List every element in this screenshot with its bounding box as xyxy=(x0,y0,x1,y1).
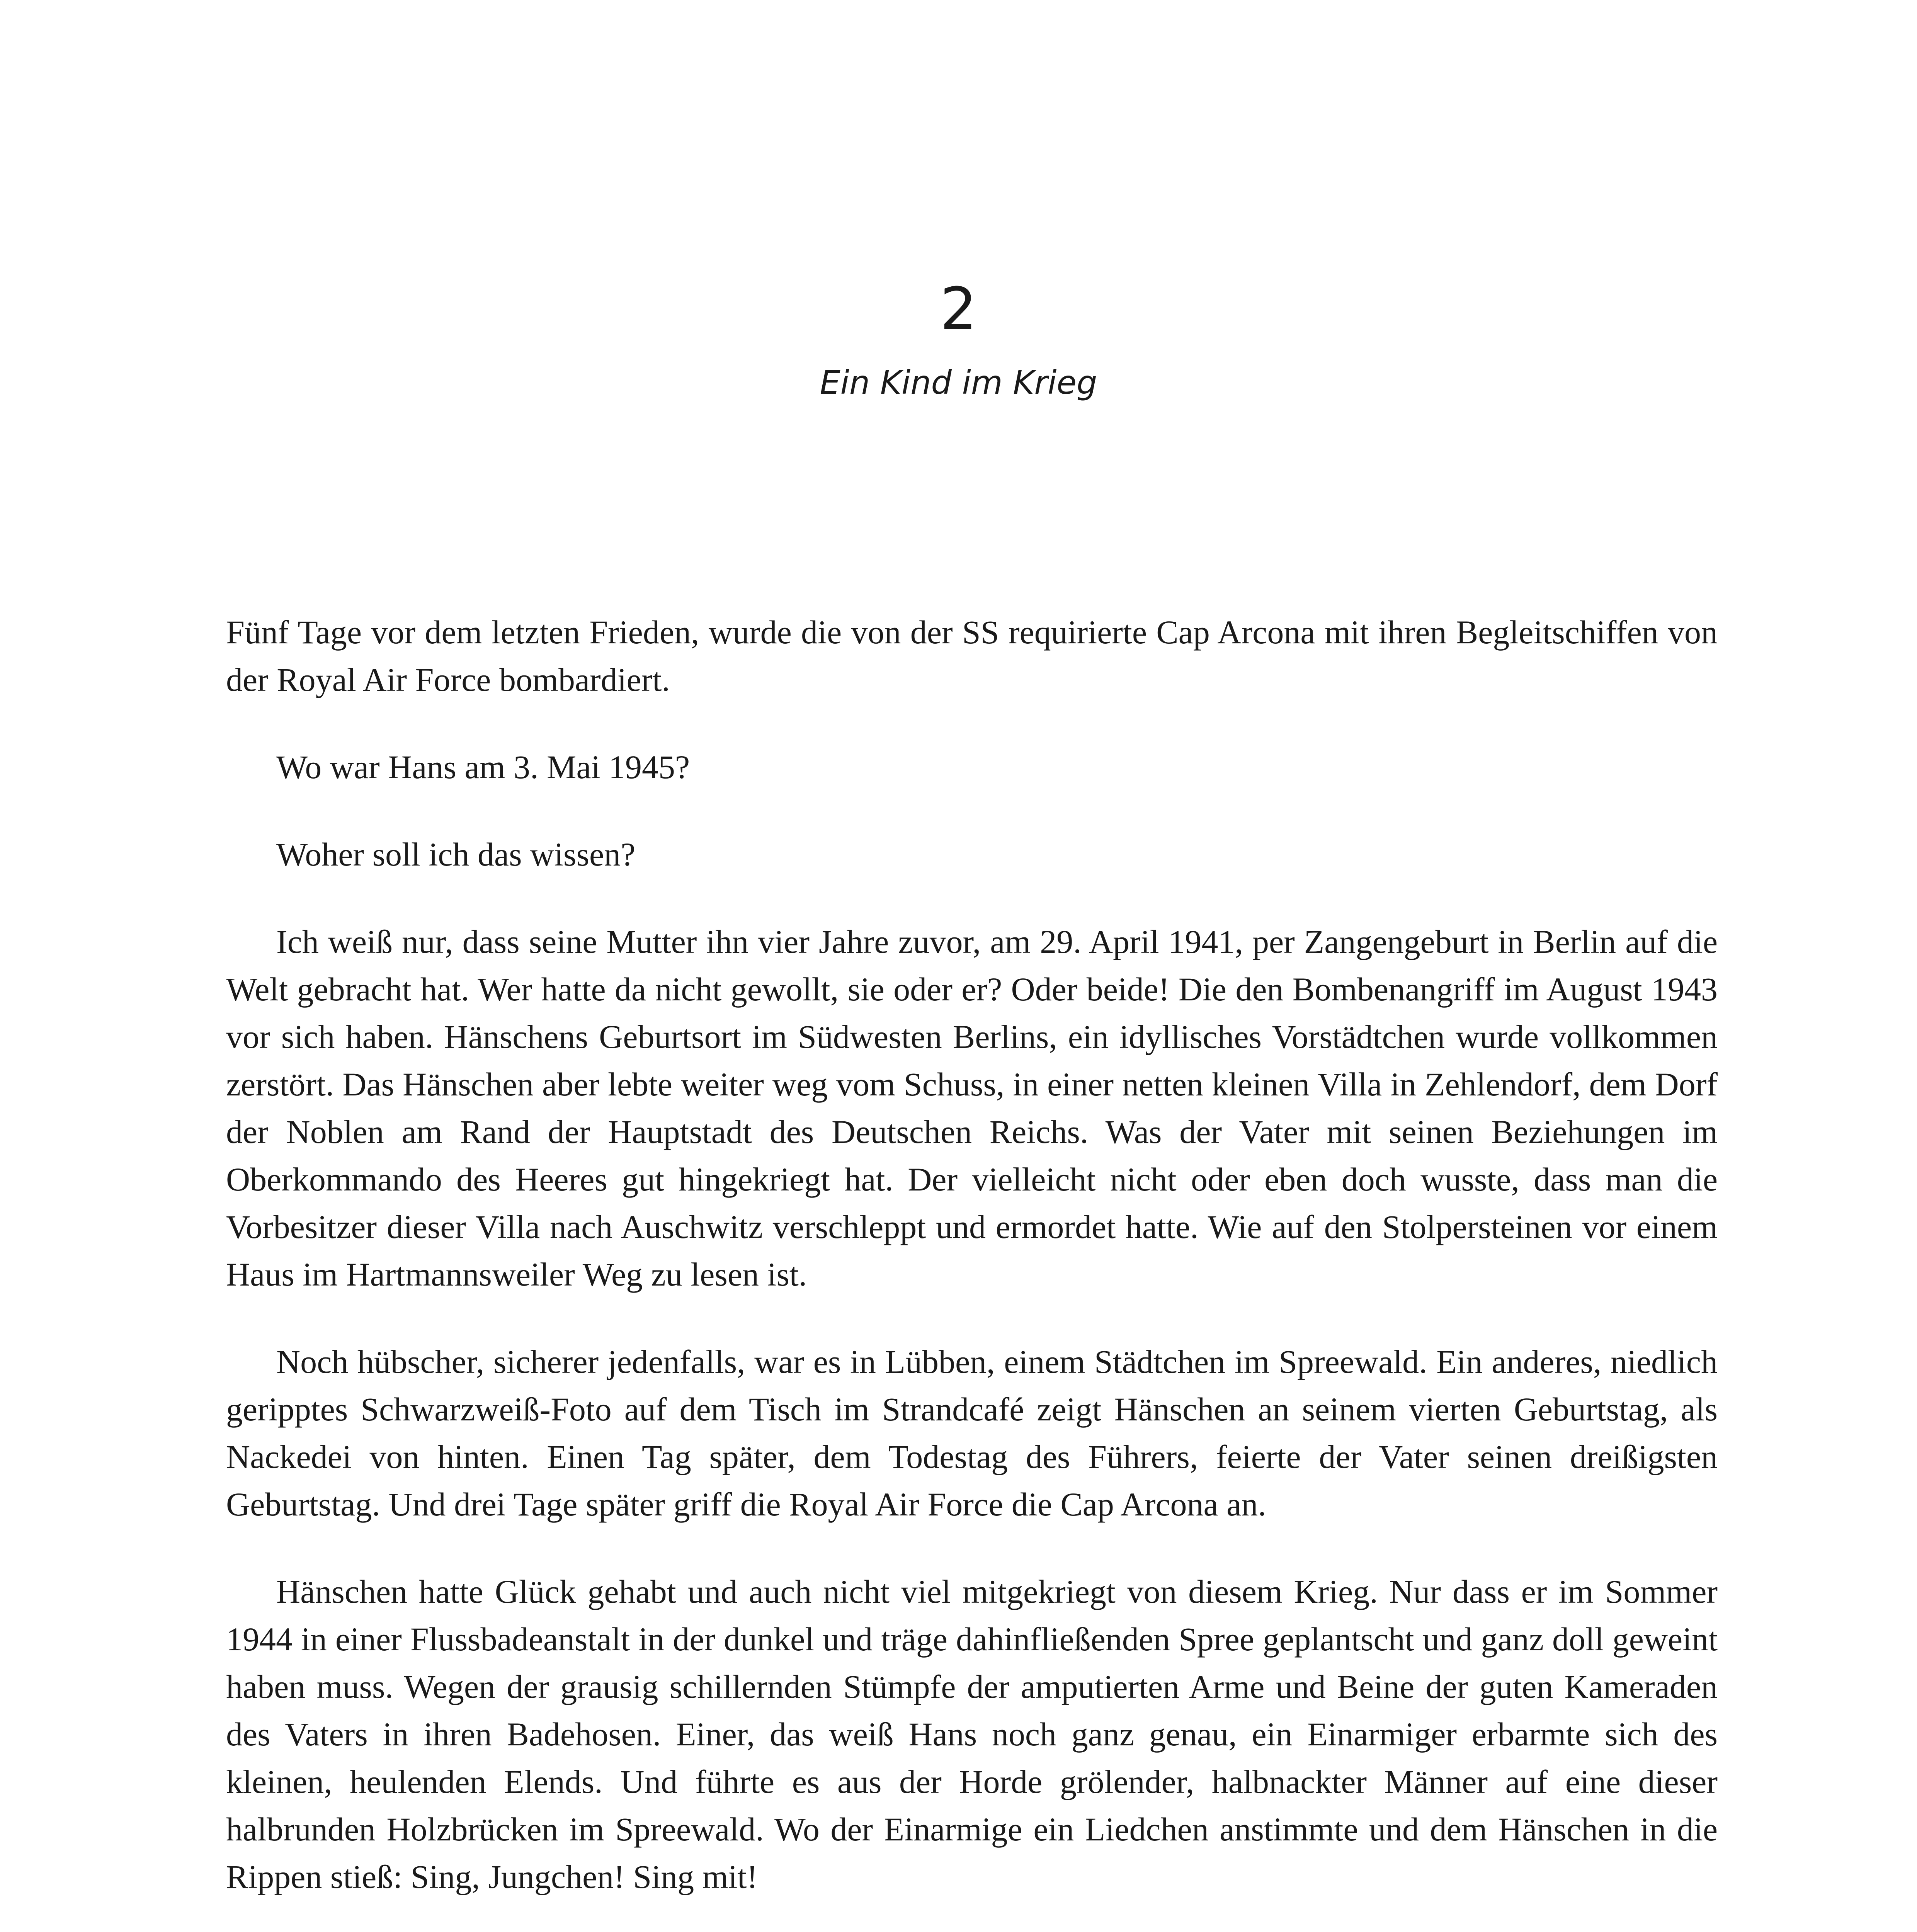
paragraph: Wo war Hans am 3. Mai 1945? xyxy=(276,748,690,786)
paragraph: Woher soll ich das wissen? xyxy=(276,836,636,873)
chapter-number: 2 xyxy=(940,276,977,343)
body-text xyxy=(226,609,1718,1932)
paragraph: Noch hübscher, sicherer jedenfalls, war es in Lübben, einem Städtchen im Spreewald. Ein anderes, niedlich geripptes Schwarzweiß-Foto auf dem Tisch im Strandcafé zeigt Hänschen an seinem vierten Geburtstag, als Nackedei von hinten. Einen Tag später, dem Todestag des Führers, feierte der Vater seinen dreißigsten Geburtstag. Und drei Tage später griff die Royal Air Force die Cap Arcona an. xyxy=(226,1343,1718,1523)
chapter-title: Ein Kind im Krieg xyxy=(820,364,1097,401)
paragraph: Ich weiß nur, dass seine Mutter ihn vier Jahre zuvor, am 29. April 1941, per Zangengeburt in Berlin auf die Welt gebracht hat. Wer hatte da nicht gewollt, sie oder er? Oder beide! Die den Bombenangriff im August 1943 vor sich haben. Hänschens Geburtsort im Südwesten Berlins, ein idyllisches Vorstädtchen wurde vollkommen zerstört. Das Hänschen aber lebte weiter weg vom Schuss, in einer netten kleinen Villa in Zehlendorf, dem Dorf der Noblen am Rand der Hauptstadt des Deutschen Reichs. Was der Vater mit seinen Beziehungen im Oberkommando des Heeres gut hingekriegt hat. Der vielleicht nicht oder eben doch wusste, dass man die Vorbesitzer dieser Villa nach Auschwitz verschleppt und ermordet hatte. Wie auf den Stolpersteinen vor einem Haus im Hartmannsweiler Weg zu lesen ist. xyxy=(226,923,1718,1293)
paragraph: Fünf Tage vor dem letzten Frieden, wurde die von der SS requirierte Cap Arcona mit ihren Begleitschiffen von der Royal Air Force bombardiert. xyxy=(226,614,1718,698)
paragraph: Hänschen hatte Glück gehabt und auch nicht viel mitgekriegt von diesem Krieg. Nur dass er im Sommer 1944 in einer Flussbadeanstalt in der dunkel und träge dahinfließenden Spree geplantscht und ganz doll geweint haben muss. Wegen der grausig schillernden Stümpfe der amputierten Arme und Beine der guten Kameraden des Vaters in ihren Badehosen. Einer, das weiß Hans noch ganz genau, ein Einarmiger erbarmte sich des kleinen, heulenden Elends. Und führte es aus der Horde grölender, halbnackter Männer auf eine dieser halbrunden Holzbrücken im Spreewald. Wo der Einarmige ein Liedchen anstimmte und dem Hänschen in die Rippen stieß: Sing, Jungchen! Sing mit! xyxy=(226,1573,1718,1895)
